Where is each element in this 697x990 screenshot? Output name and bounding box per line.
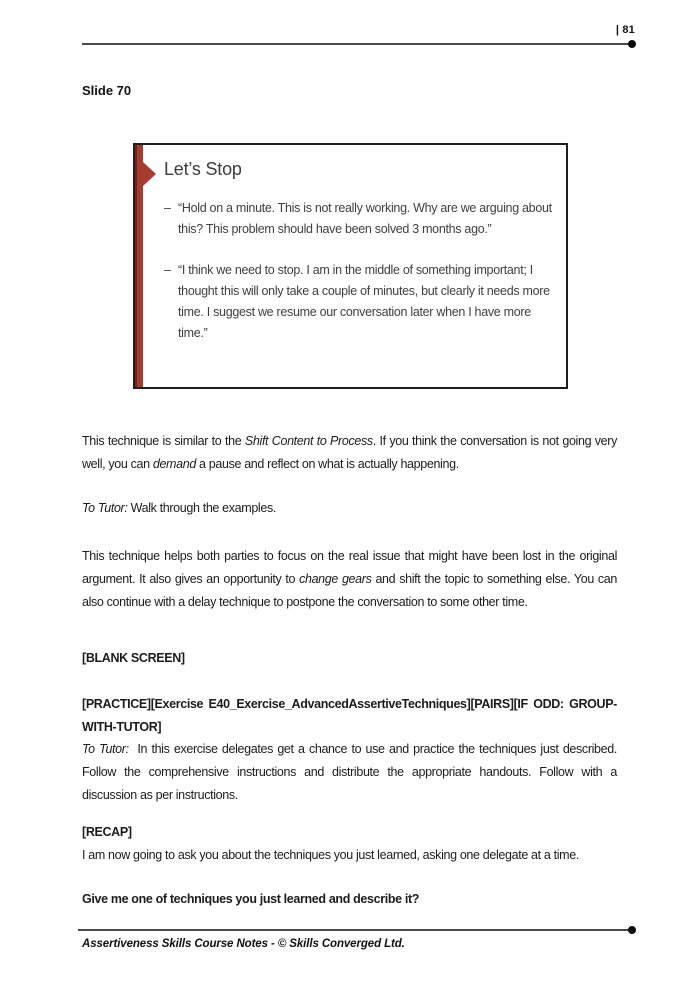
slide-accent-bar [135, 145, 143, 387]
page-number: | 81 [615, 24, 635, 36]
stage-direction-practice: [PRACTICE][Exercise E40_Exercise_AdvancedAssertiveTechniques][PAIRS][IF ODD: GROUP-WITH-TUTOR] [82, 697, 617, 734]
paragraph-recap-body: I am now going to ask you about the techniques you just learned, asking one delegate at a time. [82, 848, 579, 862]
footer-text: Assertiveness Skills Course Notes - © Skills Converged Ltd. [82, 938, 405, 950]
footer-rule-dot [628, 926, 636, 934]
slide-card [133, 143, 568, 389]
footer-rule [78, 929, 635, 931]
bullet-text: “Hold on a minute. This is not really working. Why are we arguing about this? This problem should have been solved 3 months ago.” [178, 201, 552, 236]
paragraph-recap-question: Give me one of techniques you just learned and describe it? [82, 892, 420, 906]
paragraph-technique-similar: This technique is similar to the Shift Content to Process. If you think the conversation is not going very well, you can demand a pause and reflect on what is actually happening. [82, 434, 617, 471]
header-rule [82, 43, 635, 45]
header-rule-dot [628, 40, 636, 48]
slide-heading: Slide 70 [82, 83, 132, 98]
bullet-dash: – [164, 263, 171, 277]
slide-bullet [164, 260, 552, 344]
slide-bullet [164, 198, 552, 240]
stage-direction-blank-screen: [BLANK SCREEN] [82, 651, 185, 665]
slide-bullet-list [164, 198, 552, 364]
paragraph-to-tutor-examples: To Tutor: Walk through the examples. [82, 501, 276, 515]
slide-accent-arrow-icon [143, 162, 156, 186]
slide-title: Let’s Stop [164, 159, 242, 179]
paragraph-to-tutor-exercise: To Tutor: In this exercise delegates get a chance to use and practice the techniques just described. Follow the comprehensive instructions and distribute the appropriate handouts. Follow with a discussion as per instructions. [82, 742, 617, 802]
bullet-text: “I think we need to stop. I am in the middle of something important; I thought this will only take a couple of minutes, but clearly it needs more time. I suggest we resume our conversation later when I have more time.” [178, 263, 550, 340]
paragraph-technique-helps: This technique helps both parties to focus on the real issue that might have been lost in the original argument. It also gives an opportunity to change gears and shift the topic to something else. You can also continue with a delay technique to postpone the conversation to some other time. [82, 549, 618, 609]
stage-direction-recap: [RECAP] [82, 825, 132, 839]
bullet-dash: – [164, 201, 171, 215]
